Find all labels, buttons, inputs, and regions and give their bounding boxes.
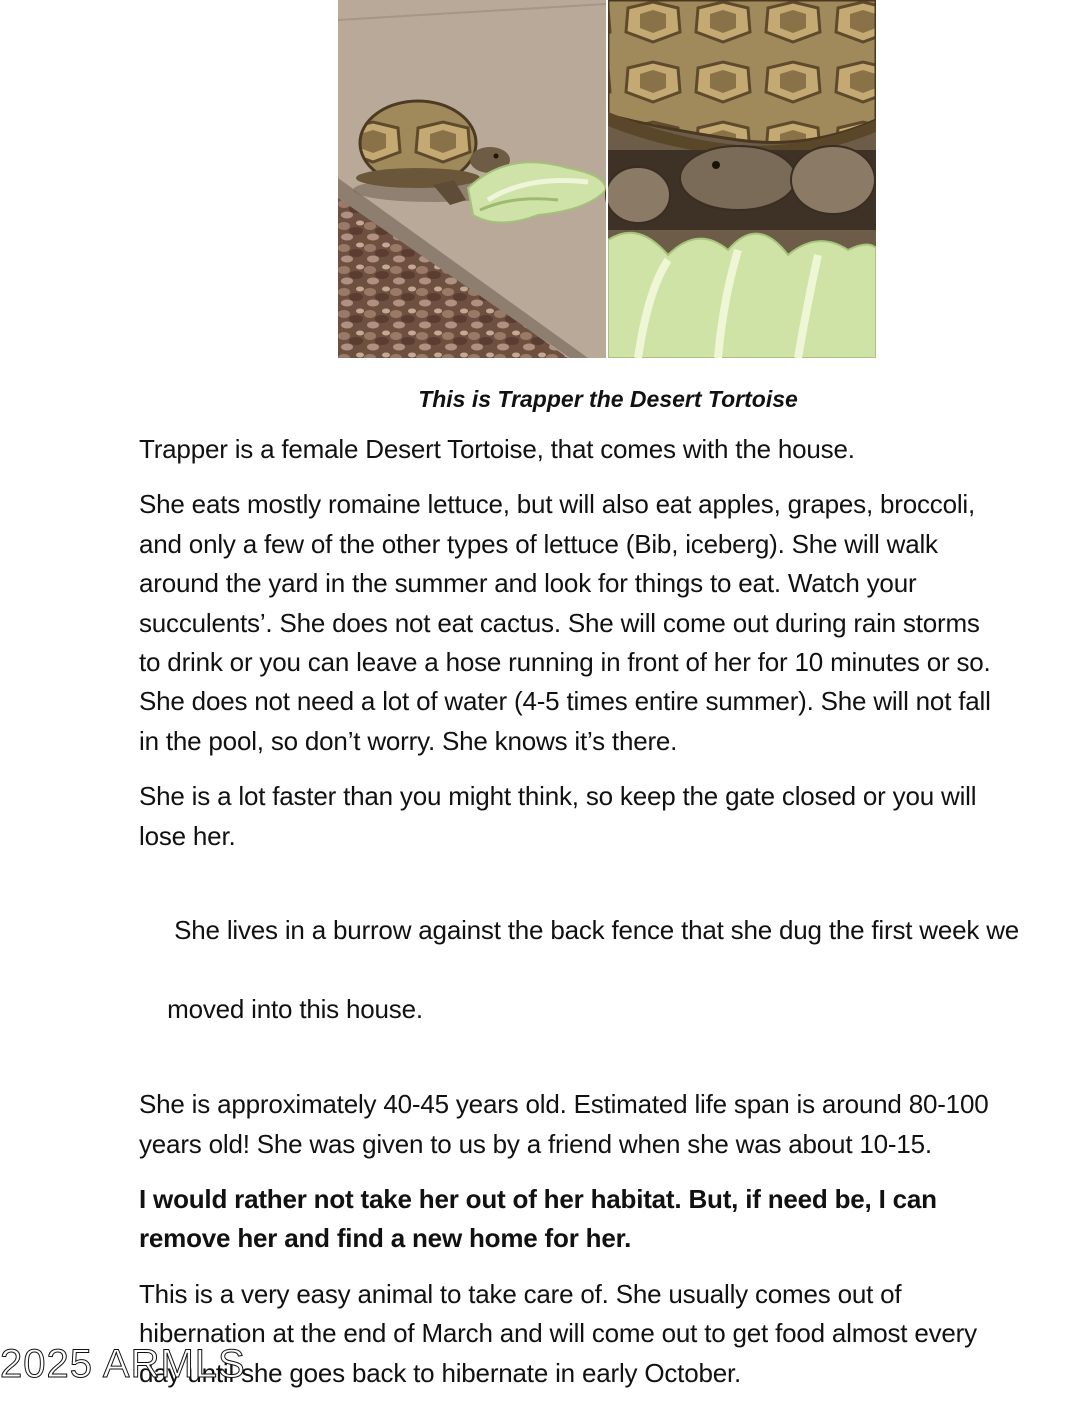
text-line: hibernation at the end of March and will come out to get food almost every [139, 1318, 977, 1349]
text-line: succulents’. She does not eat cactus. She will come out during rain storms [139, 607, 980, 638]
text-line: Trapper is a female Desert Tortoise, that comes with the house. [139, 434, 855, 464]
bold-paragraph [139, 1180, 1072, 1259]
copyright-watermark: 2025 ARMLS [0, 1342, 246, 1386]
paragraph [139, 777, 1072, 856]
paragraph [139, 430, 1072, 469]
text-line: She is approximately 40-45 years old. Estimated life span is around 80-100 [139, 1089, 989, 1120]
text-line: day until she goes back to hibernate in early October. [139, 1357, 742, 1388]
text-line: remove her and find a new home for her. [139, 1223, 632, 1254]
paragraph [139, 872, 1072, 1069]
paragraph [139, 1275, 1072, 1393]
paragraph [139, 485, 1072, 761]
left-panel [338, 0, 606, 358]
photo-caption: This is Trapper the Desert Tortoise [418, 386, 798, 412]
paragraph [139, 1085, 1072, 1164]
text-line: She is a lot faster than you might think, so keep the gate closed or you will [139, 781, 977, 812]
text-line: moved into this house. [167, 994, 423, 1025]
text-line: around the yard in the summer and look for things to eat. Watch your [139, 568, 917, 599]
tortoise-photo-graphic [338, 0, 876, 358]
text-line: She lives in a burrow against the back fence that she dug the first week we [167, 915, 1020, 946]
text-line: to drink or you can leave a hose running in front of her for 10 minutes or so. [139, 647, 991, 678]
text-line: She does not need a lot of water (4-5 times entire summer). She will not fall [139, 686, 991, 717]
text-line: in the pool, so don’t worry. She knows it’s there. [139, 725, 678, 756]
text-line: lose her. [139, 820, 236, 851]
tortoise-photo [338, 0, 876, 358]
text-line: I would rather not take her out of her habitat. But, if need be, I can [139, 1183, 937, 1214]
text-line: years old! She was given to us by a friend when she was about 10-15. [139, 1128, 932, 1159]
body-text [139, 430, 1072, 1409]
right-panel [606, 0, 876, 358]
text-line: This is a very easy animal to take care of. She usually comes out of [139, 1278, 902, 1309]
text-line: and only a few of the other types of lettuce (Bib, iceberg). She will walk [139, 528, 938, 559]
text-line: She eats mostly romaine lettuce, but will also eat apples, grapes, broccoli, [139, 489, 976, 520]
